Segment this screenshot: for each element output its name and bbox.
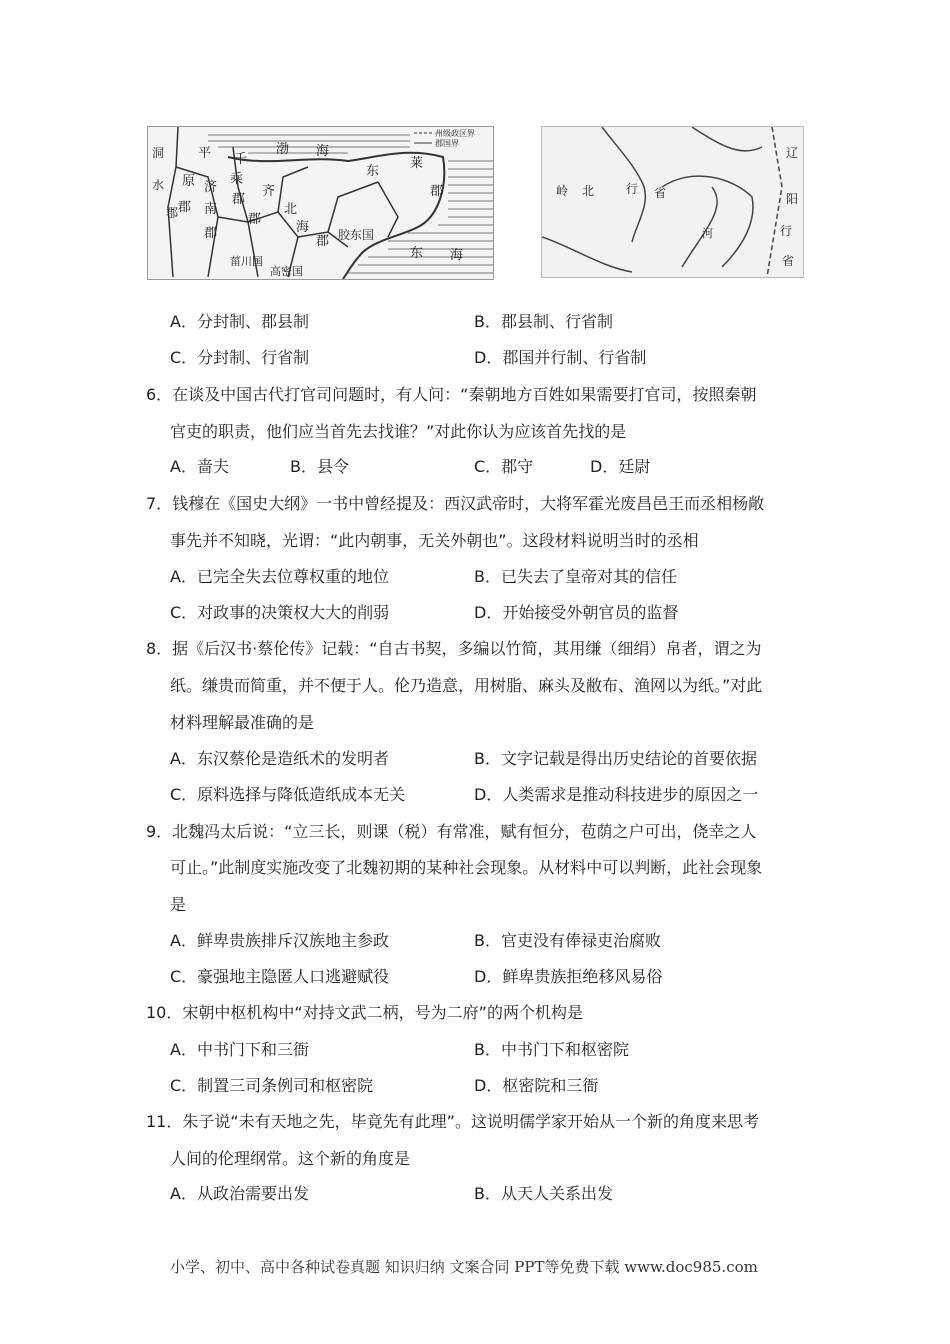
- q7-option-d: D．开始接受外朝官员的监督: [474, 603, 679, 622]
- map-label: 行: [780, 224, 793, 238]
- q6-stem-line2: 官吏的职责，他们应当首先去找谁？”对此你认为应该首先找的是: [170, 422, 627, 441]
- q5-option-c: C．分封制、行省制: [170, 348, 310, 367]
- q10-option-d: D．枢密院和三衙: [474, 1076, 599, 1095]
- q11-option-a: A．从政治需要出发: [170, 1184, 309, 1203]
- q6-option-a: A．啬夫: [170, 457, 229, 476]
- q6-option-d: D．廷尉: [590, 457, 651, 476]
- q6-option-c: C．郡守: [474, 457, 534, 476]
- map-label: 水: [152, 178, 165, 192]
- han-map-graphic: [148, 127, 493, 279]
- map-label: 省: [654, 186, 667, 200]
- map-label: 南: [204, 202, 218, 217]
- q11-option-b: B．从天人关系出发: [474, 1184, 613, 1203]
- map-label: 海: [316, 144, 330, 159]
- q8-stem-line2: 纸。缣贵而简重，并不便于人。伦乃造意，用树脂、麻头及敝布、渔网以为纸。”对此: [170, 676, 763, 695]
- map-label: 郡: [178, 200, 192, 215]
- q8-option-b: B．文字记载是得出历史结论的首要依据: [474, 749, 757, 768]
- yuan-province-map: [541, 126, 804, 278]
- map-label: 高密国: [270, 265, 303, 278]
- q5-option-b: B．郡县制、行省制: [474, 312, 613, 331]
- map-label: 济: [204, 180, 218, 195]
- map-label: 东: [366, 164, 380, 179]
- q10-stem-line1: 10．宋朝中枢机构中“对持文武二柄，号为二府”的两个机构是: [146, 1003, 583, 1022]
- map-label: 菑川国: [230, 255, 263, 268]
- q10-option-c: C．制置三司条例司和枢密院: [170, 1076, 374, 1095]
- map-label: 省: [782, 254, 795, 268]
- q9-option-c: C．豪强地主隐匿人口逃避赋役: [170, 967, 390, 986]
- map-label: 东: [410, 246, 424, 261]
- q5-option-d: D．郡国并行制、行省制: [474, 348, 647, 367]
- q10-option-b: B．中书门下和枢密院: [474, 1040, 629, 1059]
- map-label: 郡: [316, 234, 330, 249]
- map-label: 齐: [262, 184, 276, 199]
- q9-option-b: B．官吏没有俸禄吏治腐败: [474, 931, 661, 950]
- q9-stem-line1: 9．北魏冯太后说：“立三长，则课（税）有常准，赋有恒分，苞荫之户可出，侥幸之人: [146, 822, 757, 841]
- map-label: 辽: [786, 146, 799, 160]
- q5-option-a: A．分封制、郡县制: [170, 312, 309, 331]
- map-label: 洞: [152, 146, 165, 160]
- han-commandery-map: [147, 126, 494, 280]
- map-label: 胶东国: [338, 228, 375, 242]
- legend-state-border: 州级政区界: [435, 129, 475, 138]
- q8-option-a: A．东汉蔡伦是造纸术的发明者: [170, 749, 389, 768]
- map-label: 原: [182, 174, 196, 189]
- legend-commandery-border: 郡国界: [435, 139, 459, 148]
- yuan-map-graphic: [542, 127, 803, 277]
- map-label: 平: [198, 146, 212, 161]
- map-label: 渤: [276, 142, 290, 157]
- map-label: 海: [450, 248, 464, 263]
- q7-option-a: A．已完全失去位尊权重的地位: [170, 567, 389, 586]
- q11-stem-line2: 人间的伦理纲常。这个新的角度是: [170, 1149, 411, 1168]
- map-label: 郡: [204, 226, 218, 241]
- q8-stem-line1: 8．据《后汉书·蔡伦传》记载：“自古书契，多编以竹简，其用缣（细绢）帛者，谓之为: [146, 639, 762, 658]
- map-label: 海: [296, 220, 310, 235]
- map-label: 河: [702, 227, 713, 240]
- map-label: 千: [234, 152, 248, 167]
- q7-option-c: C．对政事的决策权大大的削弱: [170, 603, 390, 622]
- q11-stem-line1: 11．朱子说“未有天地之先，毕竟先有此理”。这说明儒学家开始从一个新的角度来思考: [146, 1112, 759, 1131]
- q7-option-b: B．已失去了皇帝对其的信任: [474, 567, 677, 586]
- page-footer: 小学、初中、高中各种试卷真题 知识归纳 文案合同 PPT等免费下载 www.doc985.com: [170, 1258, 758, 1276]
- map-label: 阳: [786, 192, 799, 206]
- q8-stem-line3: 材料理解最准确的是: [170, 713, 315, 732]
- map-label: 北: [284, 202, 298, 217]
- q7-stem-line1: 7．钱穆在《国史大纲》一书中曾经提及：西汉武帝时，大将军霍光废昌邑王而丞相杨敞: [146, 494, 765, 513]
- map-label: 郡: [166, 206, 179, 220]
- map-label: 行: [626, 182, 639, 196]
- q8-option-c: C．原料选择与降低造纸成本无关: [170, 785, 406, 804]
- q6-stem-line1: 6．在谈及中国古代打官司问题时，有人问：“秦朝地方百姓如果需要打官司，按照秦朝: [146, 385, 757, 404]
- map-label: 郡: [232, 192, 246, 207]
- q9-option-d: D．鲜卑贵族拒绝移风易俗: [474, 967, 663, 986]
- map-label: 莱: [410, 156, 424, 171]
- q8-option-d: D．人类需求是推动科技进步的原因之一: [474, 785, 759, 804]
- map-label: 郡: [430, 184, 444, 199]
- q6-option-b: B．县令: [290, 457, 349, 476]
- q9-option-a: A．鲜卑贵族排斥汉族地主参政: [170, 931, 389, 950]
- map-label: 郡: [248, 212, 262, 227]
- map-label: 乘: [230, 172, 244, 187]
- q9-stem-line3: 是: [170, 895, 187, 914]
- q7-stem-line2: 事先并不知晓，光谓：“此内朝事，无关外朝也”。这段材料说明当时的丞相: [170, 531, 699, 550]
- q10-option-a: A．中书门下和三衙: [170, 1040, 309, 1059]
- map-label: 北: [582, 184, 595, 198]
- q9-stem-line2: 可止。”此制度实施改变了北魏初期的某种社会现象。从材料中可以判断，此社会现象: [170, 858, 763, 877]
- map-label: 岭: [556, 184, 569, 198]
